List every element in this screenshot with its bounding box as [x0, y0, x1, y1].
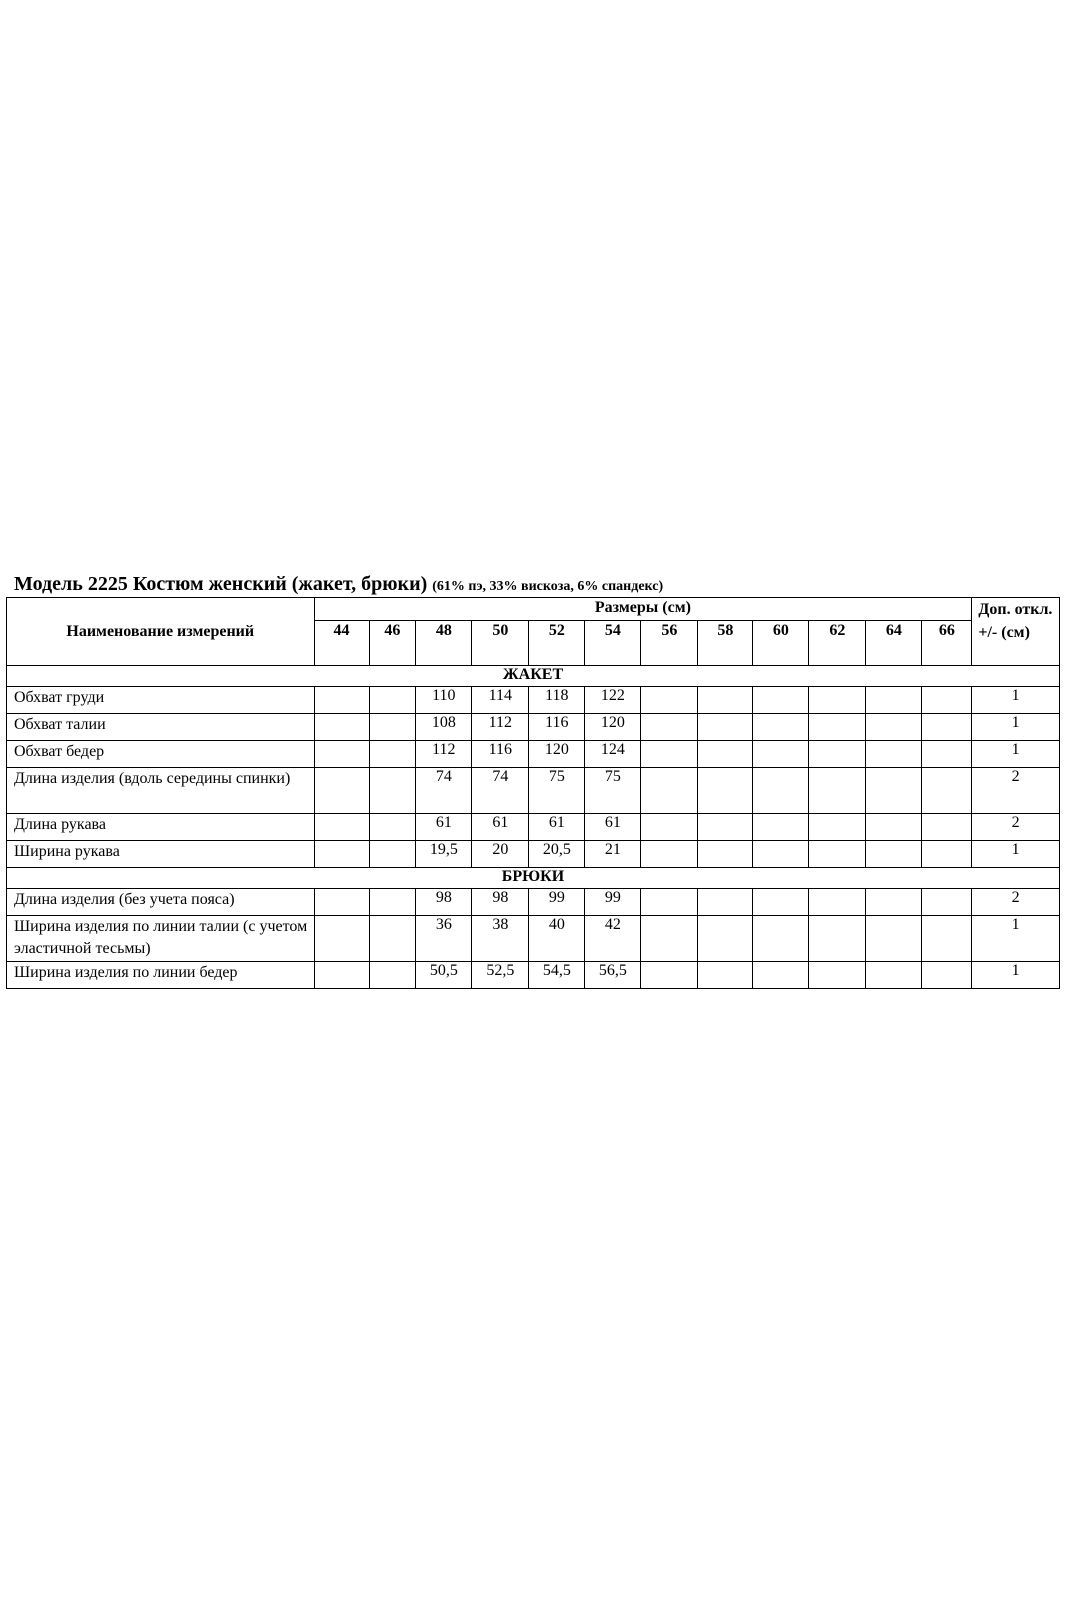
measurement-value [753, 768, 809, 814]
measurement-value: 56,5 [585, 962, 641, 989]
measurement-value: 20 [472, 841, 529, 868]
measurement-value [698, 916, 753, 962]
section-row [7, 868, 1060, 889]
measurement-value [866, 889, 922, 916]
measurement-name: Длина рукава [7, 814, 315, 841]
measurement-value [753, 714, 809, 741]
measurement-value [314, 962, 369, 989]
measurement-value [922, 814, 972, 841]
measurement-value [809, 768, 866, 814]
measurement-value [314, 916, 369, 962]
table-row [7, 741, 1060, 768]
measurement-value [641, 768, 698, 814]
table-row [7, 814, 1060, 841]
measurement-value [698, 889, 753, 916]
tolerance-value: 2 [972, 889, 1060, 916]
tolerance-value: 1 [972, 841, 1060, 868]
section-title: ЖАКЕТ [7, 666, 1060, 687]
measurement-value [753, 916, 809, 962]
measurement-value [753, 741, 809, 768]
measurement-name: Длина изделия (без учета пояса) [7, 889, 315, 916]
measurement-value [698, 768, 753, 814]
measurement-name: Обхват талии [7, 714, 315, 741]
measurement-value [369, 916, 416, 962]
measurement-value: 74 [472, 768, 529, 814]
measurement-value: 118 [529, 687, 585, 714]
measurement-value [922, 916, 972, 962]
measurement-value: 114 [472, 687, 529, 714]
measurement-value: 124 [585, 741, 641, 768]
tolerance-header: Доп. откл. +/- (см) [972, 598, 1060, 666]
measurement-value [809, 714, 866, 741]
measurement-value [314, 889, 369, 916]
size-table [6, 597, 1060, 989]
measurement-value [369, 768, 416, 814]
tolerance-value: 2 [972, 768, 1060, 814]
measurement-value [698, 841, 753, 868]
measurement-value [753, 841, 809, 868]
measurement-value: 99 [529, 889, 585, 916]
measurement-value [753, 962, 809, 989]
measurement-value [314, 714, 369, 741]
measurement-value: 61 [416, 814, 472, 841]
measurement-value [698, 814, 753, 841]
measurement-value [641, 741, 698, 768]
measurement-value: 40 [529, 916, 585, 962]
measurement-value [866, 962, 922, 989]
measurement-value: 19,5 [416, 841, 472, 868]
model-title: Модель 2225 Костюм женский (жакет, брюки) [14, 573, 428, 595]
measurement-value [314, 687, 369, 714]
measurement-value: 61 [585, 814, 641, 841]
measurement-value [369, 814, 416, 841]
measurement-value [866, 741, 922, 768]
size-column-header: 64 [866, 621, 922, 666]
table-row [7, 841, 1060, 868]
tolerance-value: 1 [972, 916, 1060, 962]
measurement-value [922, 889, 972, 916]
measurement-value: 20,5 [529, 841, 585, 868]
measurement-value [314, 741, 369, 768]
measurement-value [314, 841, 369, 868]
measurement-value: 42 [585, 916, 641, 962]
measurement-value: 52,5 [472, 962, 529, 989]
measurement-name: Ширина изделия по линии бедер [7, 962, 315, 989]
measurement-value [369, 741, 416, 768]
measurement-value: 61 [472, 814, 529, 841]
measurement-value [866, 841, 922, 868]
section-title: БРЮКИ [7, 868, 1060, 889]
size-chart-document [6, 571, 1060, 989]
measurement-value: 112 [416, 741, 472, 768]
measurement-value: 75 [585, 768, 641, 814]
measurement-name-header: Наименование измерений [7, 598, 315, 666]
measurement-value [641, 714, 698, 741]
size-column-header: 54 [585, 621, 641, 666]
measurement-value [922, 714, 972, 741]
measurement-value [641, 841, 698, 868]
size-column-header: 50 [472, 621, 529, 666]
section-row [7, 666, 1060, 687]
measurement-value [641, 889, 698, 916]
tolerance-value: 1 [972, 714, 1060, 741]
measurement-name: Обхват груди [7, 687, 315, 714]
measurement-value: 61 [529, 814, 585, 841]
measurement-value: 122 [585, 687, 641, 714]
size-column-header: 58 [698, 621, 753, 666]
size-column-header: 62 [809, 621, 866, 666]
measurement-value: 116 [472, 741, 529, 768]
table-row [7, 687, 1060, 714]
measurement-value [641, 687, 698, 714]
measurement-value: 21 [585, 841, 641, 868]
table-row [7, 768, 1060, 814]
measurement-value [809, 814, 866, 841]
measurement-value [698, 962, 753, 989]
measurement-value: 98 [416, 889, 472, 916]
measurement-value: 98 [472, 889, 529, 916]
measurement-value [641, 962, 698, 989]
tolerance-value: 1 [972, 687, 1060, 714]
size-column-header: 66 [922, 621, 972, 666]
measurement-value: 36 [416, 916, 472, 962]
measurement-value: 75 [529, 768, 585, 814]
measurement-value: 54,5 [529, 962, 585, 989]
measurement-value: 116 [529, 714, 585, 741]
size-column-header: 56 [641, 621, 698, 666]
table-row [7, 889, 1060, 916]
measurement-name: Обхват бедер [7, 741, 315, 768]
measurement-value: 120 [529, 741, 585, 768]
measurement-value [922, 841, 972, 868]
measurement-value [866, 768, 922, 814]
measurement-value [809, 841, 866, 868]
measurement-value [866, 687, 922, 714]
measurement-value [369, 687, 416, 714]
measurement-value: 38 [472, 916, 529, 962]
measurement-value [369, 962, 416, 989]
measurement-name: Длина изделия (вдоль середины спинки) [7, 768, 315, 814]
fabric-composition: (61% пэ, 33% вискоза, 6% спандекс) [432, 579, 664, 594]
measurement-value [753, 889, 809, 916]
measurement-value [809, 889, 866, 916]
measurement-value [866, 814, 922, 841]
size-column-header: 60 [753, 621, 809, 666]
measurement-value [641, 916, 698, 962]
measurement-value: 50,5 [416, 962, 472, 989]
measurement-value: 110 [416, 687, 472, 714]
measurement-value [369, 714, 416, 741]
size-column-header: 44 [314, 621, 369, 666]
measurement-name: Ширина рукава [7, 841, 315, 868]
size-column-header: 46 [369, 621, 416, 666]
size-column-header: 48 [416, 621, 472, 666]
tolerance-value: 1 [972, 741, 1060, 768]
header-row [7, 598, 1060, 621]
measurement-value [866, 714, 922, 741]
measurement-value [698, 741, 753, 768]
measurement-value [753, 814, 809, 841]
measurement-value [369, 889, 416, 916]
measurement-value [922, 741, 972, 768]
table-row [7, 916, 1060, 962]
measurement-name: Ширина изделия по линии талии (с учетом эластичной тесьмы) [7, 916, 315, 962]
tolerance-value: 2 [972, 814, 1060, 841]
measurement-value [809, 916, 866, 962]
measurement-value [641, 814, 698, 841]
table-row [7, 962, 1060, 989]
document-title [6, 571, 1060, 597]
measurement-value [922, 687, 972, 714]
measurement-value [809, 962, 866, 989]
measurement-value: 74 [416, 768, 472, 814]
tolerance-value: 1 [972, 962, 1060, 989]
measurement-value: 120 [585, 714, 641, 741]
measurement-value [314, 768, 369, 814]
measurement-value: 108 [416, 714, 472, 741]
measurement-value [922, 962, 972, 989]
table-row [7, 714, 1060, 741]
measurement-value [753, 687, 809, 714]
measurement-value [809, 741, 866, 768]
measurement-value [866, 916, 922, 962]
sizes-header: Размеры (см) [314, 598, 972, 621]
measurement-value [809, 687, 866, 714]
measurement-value: 99 [585, 889, 641, 916]
size-column-header: 52 [529, 621, 585, 666]
measurement-value [698, 687, 753, 714]
measurement-value [698, 714, 753, 741]
measurement-value: 112 [472, 714, 529, 741]
measurement-value [922, 768, 972, 814]
measurement-value [314, 814, 369, 841]
measurement-value [369, 841, 416, 868]
